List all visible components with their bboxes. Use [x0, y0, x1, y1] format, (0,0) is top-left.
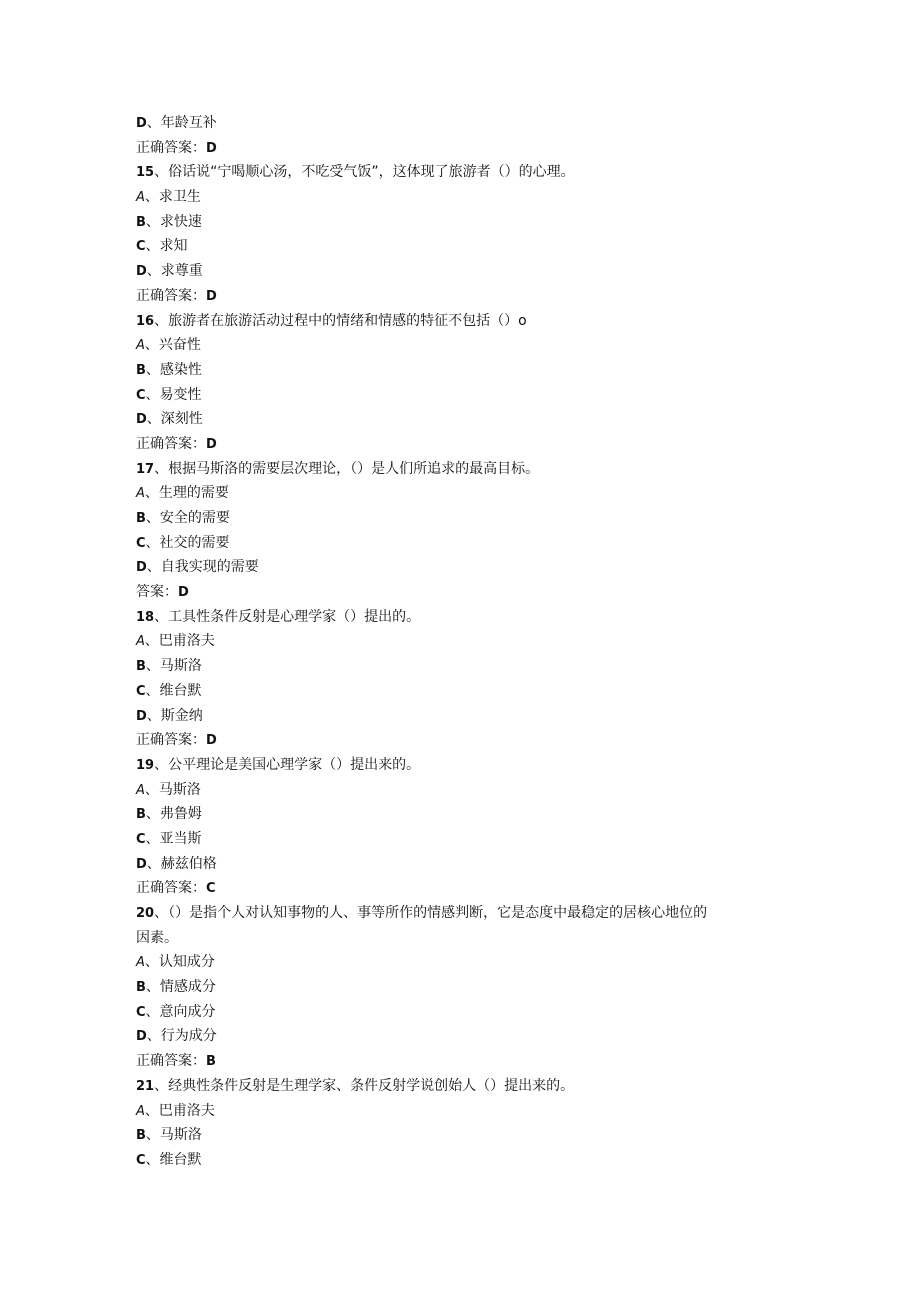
- answer-option: [136, 1099, 796, 1124]
- option-text: 、维台默: [145, 682, 202, 699]
- question-stem: [136, 160, 796, 185]
- option-letter: B: [136, 980, 146, 996]
- option-letter: C: [136, 1004, 146, 1020]
- correct-answer: [136, 580, 796, 605]
- option-letter: D: [136, 412, 147, 428]
- option-letter: D: [136, 264, 147, 280]
- question-number: 16: [136, 313, 155, 329]
- option-letter: A: [136, 190, 145, 206]
- option-text: 、马斯洛: [144, 781, 201, 798]
- option-text: 、自我实现的需要: [146, 559, 259, 576]
- answer-value: D: [206, 140, 217, 156]
- option-letter: C: [136, 387, 146, 403]
- option-letter: B: [136, 362, 146, 378]
- question-text: 、根据马斯洛的需要层次理论，（）是人们所追求的最高目标。: [154, 460, 540, 477]
- question-stem: [136, 309, 796, 334]
- option-letter: B: [136, 659, 146, 675]
- option-text: 、求卫生: [144, 189, 201, 206]
- question-number: 17: [136, 461, 155, 477]
- option-letter: A: [136, 338, 145, 354]
- answer-option: [136, 1148, 796, 1173]
- option-text: 、马斯洛: [145, 1127, 202, 1144]
- option-letter: B: [136, 214, 146, 230]
- answer-option: [136, 531, 796, 556]
- answer-option: [136, 654, 796, 679]
- correct-answer: [136, 136, 796, 161]
- answer-prefix: 正确答案：: [136, 1053, 206, 1070]
- answer-option: [136, 506, 796, 531]
- answer-option: [136, 679, 796, 704]
- answer-prefix: 正确答案：: [136, 139, 206, 156]
- answer-prefix: 正确答案：: [136, 880, 206, 897]
- option-letter: C: [136, 683, 146, 699]
- option-text: 、认知成分: [144, 954, 215, 971]
- option-letter: A: [136, 782, 145, 798]
- question-number: 20: [136, 906, 155, 921]
- question-stem: [136, 457, 796, 482]
- correct-answer: [136, 876, 796, 901]
- answer-value: D: [206, 733, 217, 749]
- answer-value: D: [178, 585, 189, 601]
- option-letter: D: [136, 116, 147, 131]
- option-letter: B: [136, 511, 146, 526]
- option-text: 、巴甫洛夫: [144, 633, 215, 650]
- answer-option: [136, 481, 796, 506]
- option-letter: C: [136, 239, 146, 255]
- answer-prefix: 正确答案：: [136, 732, 206, 749]
- correct-answer: [136, 432, 796, 457]
- answer-option: [136, 259, 796, 284]
- answer-option: [136, 555, 796, 580]
- answer-prefix: 答案：: [136, 584, 178, 601]
- option-text: 、社交的需要: [145, 534, 230, 551]
- answer-value: D: [206, 288, 217, 304]
- answer-value: D: [206, 436, 217, 452]
- option-text: 、深刻性: [146, 411, 203, 428]
- option-letter: A: [136, 1103, 145, 1119]
- option-text: 、意向成分: [145, 1003, 216, 1020]
- question-text: 、经典性条件反射是生理学家、条件反射学说创始人（）提出来的。: [154, 1077, 575, 1094]
- answer-option: [136, 111, 796, 136]
- question-stem: [136, 1074, 796, 1099]
- answer-option: [136, 852, 796, 877]
- option-text: 、易变性: [145, 386, 202, 403]
- answer-option: [136, 827, 796, 852]
- correct-answer: [136, 1049, 796, 1074]
- option-letter: D: [136, 856, 147, 872]
- correct-answer: [136, 284, 796, 309]
- option-letter: B: [136, 1128, 146, 1144]
- answer-option: [136, 333, 796, 358]
- option-letter: D: [136, 1029, 147, 1045]
- option-text: 、维台默: [145, 1151, 202, 1168]
- answer-option: [136, 778, 796, 803]
- option-letter: D: [136, 560, 147, 576]
- answer-prefix: 正确答案：: [136, 435, 206, 452]
- answer-option: [136, 407, 796, 432]
- answer-option: [136, 975, 796, 1000]
- question-stem: [136, 605, 796, 630]
- option-text: 、弗鲁姆: [145, 806, 202, 823]
- option-text: 、行为成分: [146, 1028, 217, 1045]
- option-letter: C: [136, 1152, 146, 1168]
- option-text: 、求快速: [145, 213, 202, 230]
- option-letter: A: [136, 955, 145, 971]
- option-text: 、生理的需要: [144, 485, 229, 502]
- option-text: 、情感成分: [145, 979, 216, 996]
- option-text: 、年龄互补: [146, 115, 217, 131]
- option-text: 、兴奋性: [144, 337, 201, 354]
- option-letter: A: [136, 634, 145, 650]
- answer-option: [136, 358, 796, 383]
- question-number: 18: [136, 609, 155, 625]
- answer-value: C: [206, 881, 216, 897]
- question-text: 、工具性条件反射是心理学家（）提出的。: [154, 608, 421, 625]
- correct-answer: [136, 728, 796, 753]
- question-text: 、（）是指个人对认知事物的人、事等所作的情感判断，它是态度中最稳定的居核心地位的: [154, 905, 708, 921]
- option-text: 、斯金纳: [146, 707, 203, 724]
- option-text: 、求知: [145, 238, 188, 255]
- question-text: 、俗话说“宁喝顺心汤，不吃受气饭”，这体现了旅游者（）的心理。: [154, 164, 575, 181]
- answer-option: [136, 950, 796, 975]
- question-number: 19: [136, 757, 155, 773]
- option-text: 、马斯洛: [145, 658, 202, 675]
- option-letter: A: [136, 486, 145, 502]
- question-text-continuation: 因素。: [136, 929, 178, 946]
- answer-option: [136, 1000, 796, 1025]
- answer-value: B: [206, 1054, 216, 1070]
- answer-option: [136, 210, 796, 235]
- answer-option: [136, 629, 796, 654]
- question-text: 、公平理论是美国心理学家（）提出来的。: [154, 756, 421, 773]
- answer-option: [136, 383, 796, 408]
- answer-option: [136, 185, 796, 210]
- question-stem: [136, 901, 796, 926]
- option-text: 、安全的需要: [145, 510, 230, 526]
- option-text: 、亚当斯: [145, 830, 202, 847]
- answer-option: [136, 802, 796, 827]
- answer-prefix: 正确答案：: [136, 287, 206, 304]
- option-text: 、求尊重: [146, 263, 203, 280]
- answer-option: [136, 1024, 796, 1049]
- question-number: 21: [136, 1078, 155, 1094]
- option-text: 、巴甫洛夫: [144, 1102, 215, 1119]
- question-number: 15: [136, 165, 155, 181]
- answer-option: [136, 234, 796, 259]
- option-letter: C: [136, 535, 146, 551]
- question-list: [136, 111, 796, 1173]
- option-text: 、感染性: [145, 361, 202, 378]
- answer-option: [136, 704, 796, 729]
- question-text: 、旅游者在旅游活动过程中的情绪和情感的特征不包括（）o: [154, 312, 527, 329]
- option-letter: C: [136, 831, 146, 847]
- answer-option: [136, 1123, 796, 1148]
- option-text: 、赫兹伯格: [146, 855, 217, 872]
- option-letter: D: [136, 708, 147, 724]
- option-letter: B: [136, 807, 146, 823]
- question-stem: [136, 753, 796, 778]
